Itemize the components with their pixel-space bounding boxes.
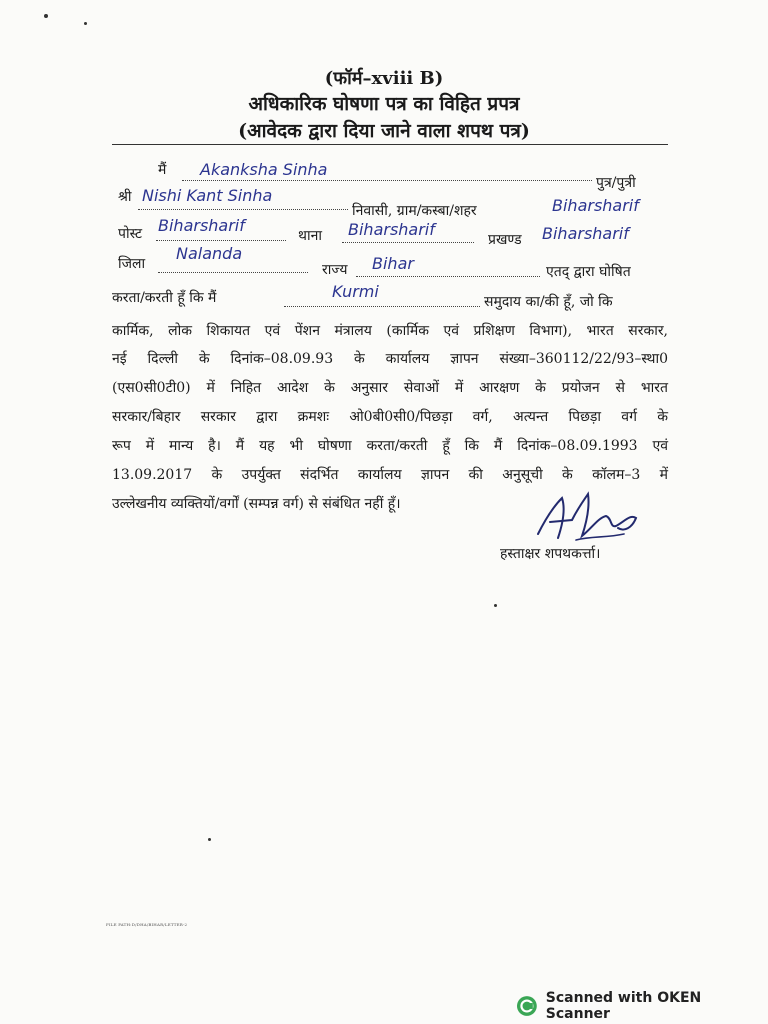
body-line-6: 13.09.2017 के उपर्युक्त संदर्भित कार्यालय ज्ञापन की अनुसूची के कॉलम–3 में <box>112 467 668 483</box>
body-line-4: सरकार/बिहार सरकार द्वारा क्रमशः ओ0बी0सी0/पिछड़ा वर्ग, अत्यन्त पिछड़ा वर्ग के <box>112 409 668 425</box>
body-line-2: नई दिल्ली के दिनांक–08.09.93 के कार्यालय ज्ञापन संख्या–360112/22/93–स्था0 <box>112 351 668 367</box>
post-value: Biharsharif <box>158 216 245 235</box>
scan-speck <box>84 22 87 25</box>
document-subtitle: (आवेदक द्वारा दिया जाने वाला शपथ पत्र) <box>238 120 530 142</box>
thana-dotted-line <box>342 242 474 243</box>
label-thana: थाना <box>298 228 322 244</box>
label-post: पोस्ट <box>118 226 143 242</box>
label-residence: निवासी, ग्राम/कस्बा/शहर <box>352 203 477 219</box>
body-line-7: उल्लेखनीय व्यक्तियों/वर्गों (सम्पन्न वर्ग) से संबंधित नहीं हूँ। <box>112 496 401 512</box>
document-title: अधिकारिक घोषणा पत्र का विहित प्रपत्र <box>248 93 520 115</box>
scanner-watermark-text: Scanned with OKEN Scanner <box>545 990 702 1022</box>
label-block: प्रखण्ड <box>488 232 522 248</box>
post-dotted-line <box>156 240 286 241</box>
label-shri: श्री <box>118 189 132 205</box>
scan-speck <box>208 838 211 841</box>
body-line-3: (एस0सी0टी0) में निहित आदेश के अनुसार सेवाओं में आरक्षण के प्रयोजन से भारत <box>112 380 668 396</box>
scan-speck <box>494 604 497 607</box>
label-i: मैं <box>158 162 167 178</box>
state-value: Bihar <box>372 254 414 273</box>
thana-value: Biharsharif <box>348 220 435 239</box>
label-declare: एतद् द्वारा घोषित <box>546 264 631 280</box>
father-name-value: Nishi Kant Sinha <box>142 186 273 205</box>
residence-value: Biharsharif <box>552 196 639 215</box>
district-dotted-line <box>158 272 308 273</box>
label-district: जिला <box>118 256 146 272</box>
footer-file-path: FILE PATH:D/DHA/BIHAR/LETTER-2 <box>106 922 188 927</box>
state-dotted-line <box>356 276 540 277</box>
name-dotted-line <box>182 180 592 181</box>
label-doing: करता/करती हूँ कि मैं <box>112 290 217 306</box>
label-relation: पुत्र/पुत्री <box>596 175 636 191</box>
scan-speck <box>44 14 48 18</box>
oken-scanner-logo-icon <box>516 995 538 1017</box>
handwritten-signature <box>532 488 642 548</box>
signature-label: हस्ताक्षर शपथकर्त्ता। <box>500 546 601 562</box>
label-state: राज्य <box>322 262 348 278</box>
body-line-1: कार्मिक, लोक शिकायत एवं पेंशन मंत्रालय (कार्मिक एवं प्रशिक्षण विभाग), भारत सरकार, <box>112 323 668 339</box>
community-value: Kurmi <box>332 282 379 301</box>
district-value: Nalanda <box>176 244 243 263</box>
scanner-watermark <box>516 990 768 1022</box>
community-dotted-line <box>284 306 480 307</box>
body-line-5: रूप में मान्य है। मैं यह भी घोषणा करता/करती हूँ कि मैं दिनांक–08.09.1993 एवं <box>112 438 668 454</box>
applicant-name-value: Akanksha Sinha <box>200 160 328 179</box>
form-number: (फॉर्म–xviii B) <box>324 68 444 89</box>
father-dotted-line <box>138 209 348 210</box>
header-divider <box>112 144 668 145</box>
block-value: Biharsharif <box>542 224 629 243</box>
label-community: समुदाय का/की हूँ, जो कि <box>484 294 613 310</box>
